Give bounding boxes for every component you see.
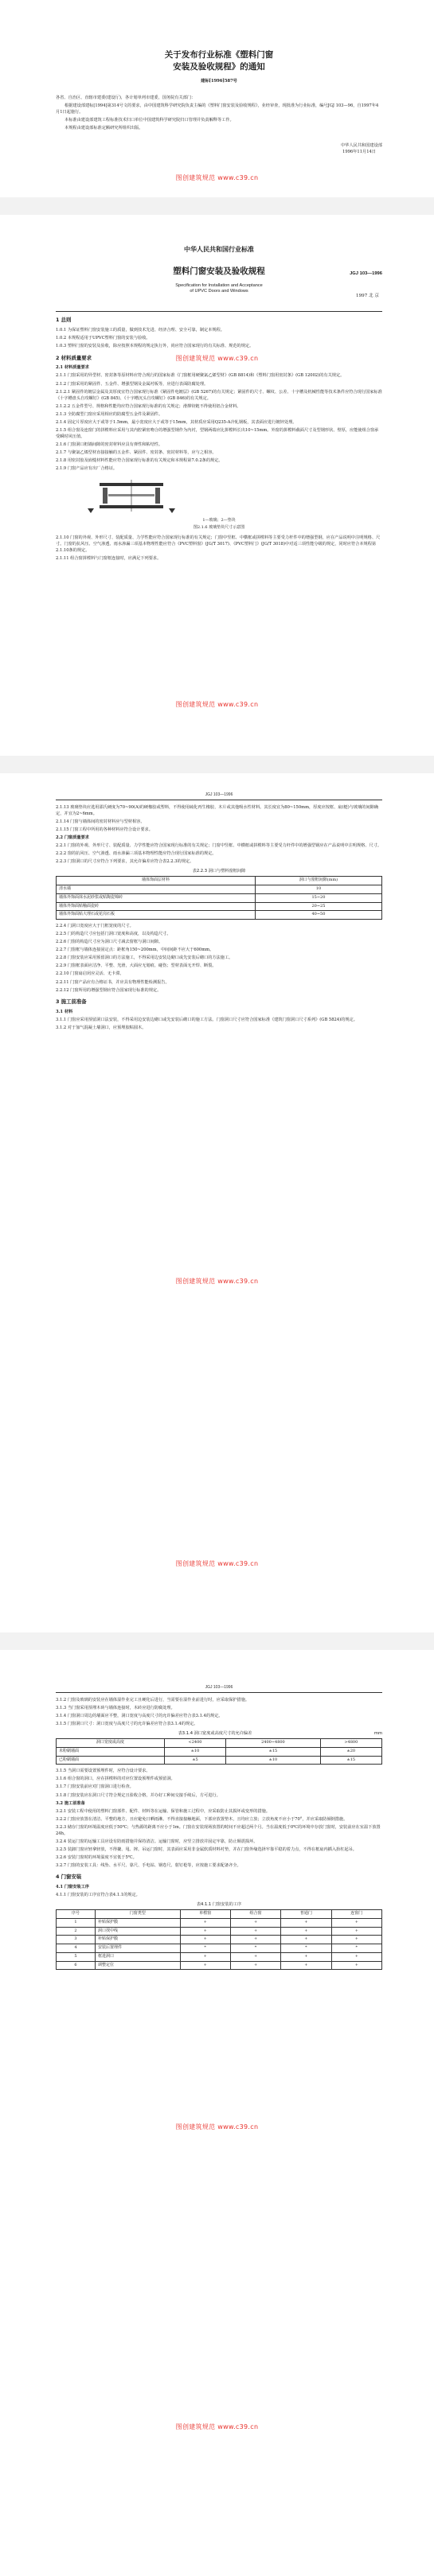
table-cell: +	[331, 1936, 381, 1944]
standard-title-en1: Specification for Installation and Acceptance	[175, 282, 263, 288]
table-cell: 已粉刷墙面	[57, 1756, 165, 1765]
table-cell: +	[180, 1927, 230, 1936]
clause: 2.2.7 门窗框与墙体连接固定点：距框角150~200mm，中间间距不应大于600mm。	[56, 948, 214, 953]
table-cell: ±10	[226, 1756, 320, 1765]
table-cell: 清水墙	[57, 885, 256, 894]
clause: 2.2.2 窗的抗风压、空气渗透、雨水渗漏三项基本物理性能应符合现行国家标准的规定。	[56, 851, 217, 857]
table-header-cell: 门窗类型	[95, 1910, 180, 1919]
subsection-heading: 4.1 门窗安装工序	[56, 1885, 89, 1890]
table-cell: +	[281, 1952, 331, 1961]
subsection-heading: 2.1 材料质量要求	[56, 365, 89, 371]
table-cell: 6	[57, 1961, 96, 1970]
clause: 2.1.3 全防腐型门窗应采用相应的防腐型五金件及紧固件。	[56, 411, 163, 417]
clause: 2.1.1 门窗采用的异型材、密封条等原材料应符合现行的国家标准《门窗框用硬聚氯乙烯型材》(GB 8814)和《塑料门窗用密封条》(GB 12002)的有关规定。	[56, 373, 345, 379]
clause: 2.1.14 门窗与墙体间的密封材料应与型材相容。	[56, 819, 145, 824]
clause: 2.1.2.2 五金件型号、规格和性能均应符合国家现行标准的有关规定；滑撑铰链不得使用铝合金材料。	[56, 403, 241, 409]
clause: 3.2.6 安装门窗时的环境温度不宜低于5℃。	[56, 1855, 137, 1860]
table-row	[57, 1961, 382, 1970]
page4-content	[56, 1685, 382, 1970]
table-cell: ±5	[164, 1756, 225, 1765]
clause: 2.2.4 门洞口宽度应大于门框宽度的尺寸。	[56, 924, 134, 929]
clause: 3.1.7 门窗安装前应对门窗洞口进行检查。	[56, 1784, 134, 1790]
table-cell: +	[180, 1961, 230, 1970]
figure-label: 1—玻璃；2—垫块	[202, 518, 236, 523]
table-caption: 表2.2.3 洞口与塑料窗框间隙	[192, 869, 246, 874]
table-cell: 安装后置埋件	[95, 1944, 180, 1953]
table-cell: 10	[255, 885, 381, 894]
table-cell: 20~25	[255, 902, 381, 911]
clause: 3.1.8 门窗安装应在洞口尺寸符合规定且验收合格，并办好工种间交接手续后，方可进行。	[56, 1792, 221, 1798]
table-cell: 15~20	[255, 893, 381, 902]
table-header-row	[57, 877, 382, 885]
page3-content	[56, 792, 382, 1033]
clause: 3.1.2 对于加气混凝土墙洞口，应预埋胶粘圆木。	[56, 1025, 147, 1030]
clause: 3.2.4 装运门窗的运输工具应设有防雨措施并保持清洁。运输门窗时，应竖立排放并固定牢靠，防止颠震损坏。	[56, 1839, 258, 1844]
table-cell: ±10	[164, 1747, 225, 1756]
table-row	[57, 885, 382, 894]
clause: 2.2.12 门窗所用的增强型钢应符合国家现行标准的规定。	[56, 987, 162, 993]
table-cell: +	[281, 1936, 331, 1944]
table-cell: 未粉刷墙面	[57, 1747, 165, 1756]
page-notice	[0, 0, 434, 197]
table-header-cell: 洞口宽度或高度	[57, 1739, 165, 1748]
clause: 3.2.3 储存门窗的环境温度应低于50℃；与热源的距离不应小于1m。门窗在安装现场放置的时间不应超过两个月。当在温度低于0℃的环境中存放门窗时，安装前应在室温下放置24h。	[56, 1824, 381, 1836]
table-cell: +	[230, 1952, 280, 1961]
table-cell: ±20	[320, 1747, 381, 1756]
table-row	[57, 902, 382, 911]
table-cell: +	[331, 1952, 381, 1961]
table-cell: +	[331, 1961, 381, 1970]
clause: 2.2.5 门的构造尺寸应包括门洞口宽度和高度，以及构造尺寸。	[56, 932, 171, 937]
standard-year: 1997 北 京	[356, 294, 379, 299]
clause: 2.2.11 门窗产品应有合格证书，并应具有物理性能检测报告。	[56, 979, 170, 985]
clause: 3.1.5 门窗洞口尺寸：洞口宽度与高度尺寸的允许偏差应符合表3.1.4的规定。	[56, 1721, 198, 1726]
table-cell: +	[230, 1936, 280, 1944]
clause: 2.1.2 门窗采用的紧固件、五金件、增强型钢及金属衬板等，应进行表面防腐处理。	[56, 381, 209, 387]
table-cell: +	[281, 1961, 331, 1970]
notice-para: 本标准由建设部建筑工程标准技术归口单位中国建筑科学研究院归口管理并负责解释等工作。	[65, 117, 234, 123]
watermark: 图创建筑规范 www.c39.cn	[175, 174, 259, 181]
figure-caption: 图2.1.6 玻璃垫块尺寸示意图	[193, 525, 245, 531]
page-clauses-2	[0, 773, 434, 1632]
table-cell: 4	[57, 1944, 96, 1953]
clause: 3.1.5 当洞口需要设置预埋件时，应符合设计要求。	[56, 1769, 151, 1774]
clause: 1.0.1 为保证塑料门窗安装施工的质量，做到技术先进、经济合理、安全可靠，制定本规程。	[56, 328, 225, 333]
watermark: 图创建筑规范 www.c39.cn	[175, 701, 259, 708]
standard-org: 中华人民共和国行业标准	[184, 246, 254, 253]
page-standard	[0, 215, 434, 756]
table-header-cell: 普通门	[281, 1910, 331, 1919]
clause: 2.1.10 门窗的外观、外形尺寸、装配质量、力学性能应符合国家现行标准的有关规定；门窗中竖框、中横框或拼樘料等主要受力杆件中的增强型钢，应在产品说明中注明规格、尺寸。门窗的抗风压、空气渗透、雨水渗漏三项基本物理性能应符合《PVC塑料窗》(JG/T 3017)、《PVC塑料门》(JG/T 3018)中对适三项性能分级的规定，同时应符合本规程第2.1.10条的规定。	[56, 535, 381, 553]
divider	[56, 311, 382, 312]
table-unit: mm	[373, 1731, 382, 1736]
table-header-cell: 洞口与窗框间隙(mm)	[255, 877, 381, 885]
table-caption	[56, 1730, 382, 1737]
clause: 2.1.2.1 紧固件的镀层金属及其厚度宜符合国家现行标准《紧固件电镀层》(GB 5267)的有关规定；紧固件的尺寸、螺纹、公差、十字槽及机械性能等技术条件应符合现行国家标准《十字槽盘头自攻螺钉》(GB 845)、《十字槽沉头自攻螺钉》(GB 846)的有关规定。	[56, 389, 382, 401]
table-cell: 40~50	[255, 911, 381, 920]
clause: 2.1.8 用密封胶及嵌缝材料性能应符合国家现行标准的有关规定和本规程第7.0.2条的规定。	[56, 458, 223, 464]
table-header-cell: 2400~4800	[226, 1739, 320, 1748]
table-row	[57, 1927, 382, 1936]
clause: 2.2.6 门窗的构造尺寸应为洞口尺寸减去窗框与洞口间隙。	[56, 940, 163, 945]
watermark: 图创建筑规范 www.c39.cn	[175, 1560, 259, 1567]
notice-ref-no: 建标[1996]587号	[201, 79, 237, 84]
table-cell: +	[230, 1918, 280, 1927]
table-cell: 2	[57, 1927, 96, 1936]
table-header-row	[57, 1739, 382, 1748]
section-heading: 4 门窗安装	[56, 1874, 82, 1881]
notice-content	[56, 49, 382, 155]
notice-date: 1996年11月14日	[342, 149, 376, 154]
table-header-cell: 组合窗	[230, 1910, 280, 1919]
table-cell: ±15	[320, 1756, 381, 1765]
clause: 3.2.5 装卸门窗应轻拿轻放，不得撬、甩、摔。吊运门窗时，其表面应采用非金属软质材料衬垫，并在门窗外缘选择牢靠平稳的着力点，不得在框扇内插入抬杠起吊。	[56, 1846, 357, 1852]
clause: 2.2.8 门窗安装应采用预留洞口的方法施工，不得采用边安装边砌口或先安装后砌口的方法施工。	[56, 955, 233, 961]
section-heading: 3 施工前准备	[56, 998, 87, 1005]
clause: 1.0.3 塑料门窗的安装及验收，除应按照本规程的规定执行外，尚应符合国家现行的有关标准、规范的规定。	[56, 344, 254, 349]
notice-para: 各省、自治区、直辖市建委(建设厅)，各计划单列市建委，国务院有关部门：	[56, 95, 196, 100]
notice-title-line2: 安装及验收规程》的通知	[173, 62, 265, 72]
table-cell: +	[331, 1927, 381, 1936]
section-heading: 1 总则	[56, 317, 72, 324]
table-cell: +	[180, 1918, 230, 1927]
clause: 2.1.15 门窗工程中所用的各种材料应符合设计要求。	[56, 827, 153, 832]
clause: 4.1.1 门窗安装的工序宜符合表4.1.1的规定。	[56, 1893, 140, 1898]
running-header: JGJ 103—1996	[56, 792, 382, 800]
page-gap	[0, 197, 434, 215]
table-cell: 调整定位	[95, 1961, 180, 1970]
clause: 3.1.2 门窗及玻璃的安装应在墙体湿作业完工且硬化后进行，当需要在湿作业前进行时，应采取保护措施。	[56, 1697, 250, 1702]
clause: 2.1.4 固定片厚度应大于或等于1.5mm，最小宽度应大于或等于15mm，其材质应采用Q235-A冷轧钢板，其表面应进行镀锌处理。	[56, 419, 297, 425]
table-cell: +	[180, 1952, 230, 1961]
subsection-heading: 3.2 施工前准备	[56, 1800, 85, 1806]
table-row	[57, 1747, 382, 1756]
table-cell: *	[281, 1944, 331, 1953]
table-row	[57, 1952, 382, 1961]
clause: 3.2.1 安装工程中使用的塑料门窗部件、配件、材料等在运输、保管和施工过程中，应采取防止其损坏或变形的措施。	[56, 1808, 271, 1814]
table-header-cell: 序号	[57, 1910, 96, 1919]
page-gap	[0, 756, 434, 773]
glass-block-diagram	[56, 477, 207, 515]
page-gap	[0, 1632, 434, 1650]
subsection-heading: 2.2 门窗质量要求	[56, 835, 89, 840]
table-row	[57, 893, 382, 902]
clause: 2.2.3 门窗洞口的尺寸应符合下列要求，其允许偏差应符合表2.2.3的规定。	[56, 859, 194, 865]
standard-title-en2: of UPVC Doors and Windows	[190, 289, 248, 294]
table-row	[57, 1936, 382, 1944]
table-header-cell: 连窗门	[331, 1910, 381, 1919]
table-cell: 1	[57, 1918, 96, 1927]
table-cell: 墙体外饰面贴釉面瓷砖	[57, 902, 256, 911]
clause: 3.1.4 门窗洞口周边的墙面应平整，洞口宽度与高度尺寸的允许偏差应符合表3.1.4的规定。	[56, 1713, 223, 1718]
notice-title-line1: 关于发布行业标准《塑料门窗	[164, 50, 274, 60]
standard-title: 塑料门窗安装及验收规程	[173, 267, 265, 277]
gap-table	[56, 876, 382, 920]
table-cell: *	[180, 1944, 230, 1953]
standard-title-block	[56, 266, 382, 309]
watermark: 图创建筑规范 www.c39.cn	[175, 2123, 259, 2130]
table-cell: 补贴保护膜	[95, 1936, 180, 1944]
clause: 3.1.3 当门窗采用预埋木砖与墙体连接时，木砖应进行防腐处理。	[56, 1705, 175, 1710]
table-header-cell: >4800	[320, 1739, 381, 1748]
table-cell: 3	[57, 1936, 96, 1944]
table-header-row	[57, 1910, 382, 1919]
watermark: 图创建筑规范 www.c39.cn	[175, 1278, 259, 1285]
table-cell: *	[331, 1944, 381, 1953]
clause: 3.1.1 门窗应采用预留洞口法安装，不得采用边安装边砌口或先安装后砌口的施工方法。门窗洞口尺寸应符合国家标准《建筑门窗洞口尺寸系列》(GB 5824)的规定。	[56, 1017, 358, 1022]
table-cell: 5	[57, 1952, 96, 1961]
tolerance-table	[56, 1738, 382, 1765]
table-cell: +	[230, 1927, 280, 1936]
table-cell: 补贴保护膜	[95, 1918, 180, 1927]
clause: 2.2.9 门窗框表面应洁净、平整、光滑，大面应无划痕、碰伤；型材表面无开焊、断裂。	[56, 963, 217, 969]
table-caption-text: 表3.1.4 洞口宽度或高度尺寸的允许偏差	[178, 1731, 252, 1736]
clause: 2.1.11 组合窗拼樘料与门窗框连接时，应满足下列要求。	[56, 556, 162, 562]
notice-para: 本规程由建设部标准定额研究所组织出版。	[65, 125, 143, 130]
table-header-cell: 单樘窗	[180, 1910, 230, 1919]
table-row	[57, 1756, 382, 1765]
table-cell: +	[331, 1918, 381, 1927]
watermark: 图创建筑规范 www.c39.cn	[175, 2423, 259, 2430]
table-header-cell: 墙体饰面层材料	[57, 877, 256, 885]
table-cell: +	[230, 1961, 280, 1970]
clause: 3.1.6 组合窗的洞口，应在拼樘料的对应位置设预埋件或预留洞。	[56, 1776, 175, 1782]
running-header: JGJ 103—1996	[56, 1685, 382, 1693]
watermark: 图创建筑规范 www.c39.cn	[175, 355, 259, 362]
table-caption: 表4.1.1 门窗安装的工序	[196, 1902, 242, 1908]
clause: 2.1.9 门窗产品应有出厂合格证。	[56, 466, 118, 472]
table-header-cell: <2400	[164, 1739, 225, 1748]
standard-header	[56, 245, 382, 563]
table-cell: +	[281, 1918, 331, 1927]
table-row	[57, 911, 382, 920]
notice-signature: 中华人民共和国建设部	[341, 142, 382, 148]
clause: 1.0.2 本规程适用于UPVC塑料门窗的安装与验收。	[56, 336, 151, 341]
table-row	[57, 1944, 382, 1953]
table-cell: +	[180, 1936, 230, 1944]
table-cell: *	[230, 1944, 280, 1953]
table-cell: 框进洞口	[95, 1952, 180, 1961]
clause: 2.1.5 组合窗及连窗门的拼樘料应采用与其内腔紧密吻合的增强型钢作为内衬，型钢两端应比拼樘料长出10~15mm。外窗的拼樘料截面尺寸及型钢形状、壁厚，应能使组合窗承受瞬时风压值。	[56, 427, 379, 439]
table-cell: ±15	[226, 1747, 320, 1756]
clause: 2.2.10 门窗扇启闭应灵活、无卡滞。	[56, 971, 124, 977]
table-cell: 墙体外饰面贴大理石或花岗石板	[57, 911, 256, 920]
notice-para: 根据建设部建标[1994]第314号文的要求，由中国建筑科学研究院负责主编的《塑料门窗安装及验收规程》，业经审查，现批准为行业标准，编号JGJ 103—96，自1997年4月1日起施行。	[56, 103, 379, 115]
standard-code: JGJ 103—1996	[350, 271, 382, 277]
table-cell: 洞口找中线	[95, 1927, 180, 1936]
table-row	[57, 1918, 382, 1927]
subsection-heading: 3.1 材料	[56, 1009, 73, 1014]
section-heading: 2 材料质量要求	[56, 354, 92, 361]
clause: 3.2.2 门窗应放置在清洁、平整的地方，且应避免日晒雨淋。不得直接接触地面，下部应放置垫木，且均应立放；立放角度不应小于70°，并应采取防倾倒措施。	[56, 1816, 348, 1822]
procedure-table	[56, 1909, 382, 1970]
clause: 2.1.7 与聚氯乙烯型材直接接触的五金件、紧固件、密封条、密封材料等，应与之相容。	[56, 450, 217, 456]
clause: 3.2.7 门窗的安装工具：线坠、水平尺、靠尺、手电钻、钢卷尺、射钉枪等，应按施工要求配备齐全。	[56, 1863, 241, 1869]
clause: 2.1.13 玻璃垫块应选用邵氏硬度为70~90(A)的硬橡胶或塑料，不得使用硫化再生橡胶、木片或其他吸水性材料。其长度宜为80~150mm，厚度应按框、扇(梃)与玻璃的间隙确定，并宜为2~6mm。	[56, 804, 379, 816]
clause: 2.1.6 门窗洞口框墙间隙的密封材料应具有弹性和粘结性。	[56, 442, 163, 448]
page-clauses-3	[0, 1650, 434, 2576]
clause: 2.2.1 门窗的外观、外形尺寸、装配质量、力学性能应符合国家现行标准的有关规定；门窗中竖框、中横框或拼樘料等主要受力杆件中的增强型钢应在产品说明中注明规格、尺寸。	[56, 843, 382, 849]
table-cell: 墙体外饰面抹水泥砂浆或贴陶瓷锦砖	[57, 893, 256, 902]
table-cell: +	[281, 1927, 331, 1936]
